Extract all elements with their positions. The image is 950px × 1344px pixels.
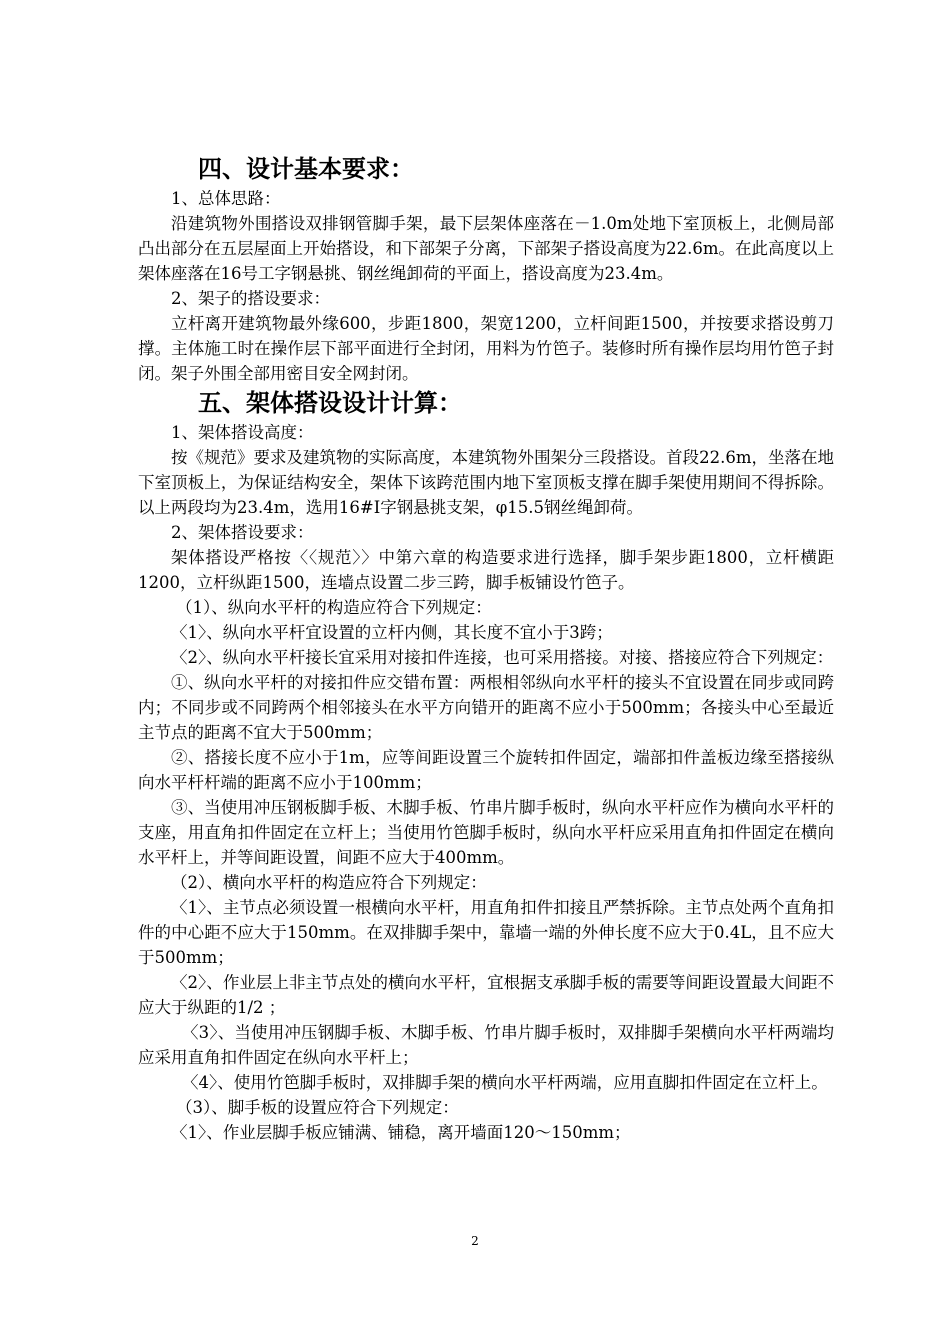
section-heading-design-calculation: 五、架体搭设设计计算：: [198, 389, 462, 417]
document-body: [138, 152, 834, 1145]
section-heading-design-requirements: 四、设计基本要求：: [198, 155, 414, 183]
paragraph-scaffold-requirements: 立杆离开建筑物最外缘600，步距1800，架宽1200，立杆间距1500，并按要求搭设剪刀撑。主体施工时在操作层下部平面进行全封闭，用料为竹笆子。装修时所有操作层均用竹笆子封闭。架子外围全部用密目安全网封闭。: [138, 314, 834, 383]
paragraph-erection-height: 按《规范》要求及建筑物的实际高度，本建筑物外围架分三段搭设。首段22.6m，坐落在地下室顶板上，为保证结构安全，架体下该跨范围内地下室顶板支撑在脚手架使用期间不得拆除。以上两段均为23.4m，选用16#I字钢悬挑支架，φ15.5钢丝绳卸荷。: [138, 448, 834, 517]
list-heading-scaffold-board: （3）、脚手板的设置应符合下列规定：: [176, 1098, 459, 1117]
list-item-transverse-3: 〈3〉、当使用冲压钢脚手板、木脚手板、竹串片脚手板时，双排脚手架横向水平杆两端均应采用直角扣件固定在纵向水平杆上；: [138, 1023, 834, 1067]
paragraph-overall-idea: 沿建筑物外围搭设双排钢管脚手架，最下层架体座落在－1.0m处地下室顶板上，北侧局部凸出部分在五层屋面上开始搭设，和下部架子分离，下部架子搭设高度为22.6m。在此高度以上架体座落在16号工字钢悬挑、钢丝绳卸荷的平面上，搭设高度为23.4m。: [138, 214, 834, 283]
list-item-longitudinal-1: 〈1〉、纵向水平杆宜设置的立杆内侧，其长度不宜小于3跨；: [171, 623, 613, 642]
subheading-erection-height: 1、架体搭设高度：: [171, 423, 314, 442]
paragraph-erection-requirements: 架体搭设严格按〈〈规范〉〉中第六章的构造要求进行选择，脚手架步距1800，立杆横距1200，立杆纵距1500，连墙点设置二步三跨，脚手板铺设竹笆子。: [138, 548, 834, 592]
page-number: 2: [471, 1234, 479, 1248]
subheading-overall-idea: 1、总体思路：: [171, 189, 281, 208]
list-subitem-circled-2: ②、搭接长度不应小于1m，应等间距设置三个旋转扣件固定，端部扣件盖板边缘至搭接纵向水平杆杆端的距离不应小于100mm；: [138, 748, 834, 792]
list-item-transverse-2: 〈2〉、作业层上非主节点处的横向水平杆，宜根据支承脚手板的需要等间距设置最大间距不应大于纵距的1/2 ；: [138, 973, 834, 1017]
list-subitem-circled-1: ①、纵向水平杆的对接扣件应交错布置：两根相邻纵向水平杆的接头不宜设置在同步或同跨内；不同步或不同跨两个相邻接头在水平方向错开的距离不应小于500mm；各接头中心至最近主节点的距离不宜大于500mm；: [138, 673, 834, 742]
list-item-transverse-1: 〈1〉、主节点必须设置一根横向水平杆，用直角扣件扣接且严禁拆除。主节点处两个直角扣件的中心距不应大于150mm。在双排脚手架中，靠墙一端的外伸长度不应大于0.4L，且不应大于500mm；: [138, 898, 834, 967]
list-heading-transverse-bar: （2）、横向水平杆的构造应符合下列规定：: [171, 873, 487, 892]
list-item-transverse-4: 〈4〉、使用竹笆脚手板时，双排脚手架的横向水平杆两端，应用直脚扣件固定在立杆上。: [182, 1073, 828, 1092]
list-item-scaffold-board-1: 〈1〉、作业层脚手板应铺满、铺稳，离开墙面120～150mm；: [171, 1123, 631, 1142]
list-item-longitudinal-2: 〈2〉、纵向水平杆接长宜采用对接扣件连接，也可采用搭接。对接、搭接应符合下列规定：: [171, 648, 834, 667]
list-subitem-circled-3: ③、当使用冲压钢板脚手板、木脚手板、竹串片脚手板时，纵向水平杆应作为横向水平杆的支座，用直角扣件固定在立杆上；当使用竹笆脚手板时，纵向水平杆应采用直角扣件固定在横向水平杆上，并等间距设置，间距不应大于400mm。: [138, 798, 834, 867]
subheading-erection-requirements: 2、架体搭设要求：: [171, 523, 314, 542]
subheading-scaffold-requirements: 2、架子的搭设要求：: [171, 289, 330, 308]
list-heading-longitudinal-bar: （1）、纵向水平杆的构造应符合下列规定：: [176, 598, 492, 617]
